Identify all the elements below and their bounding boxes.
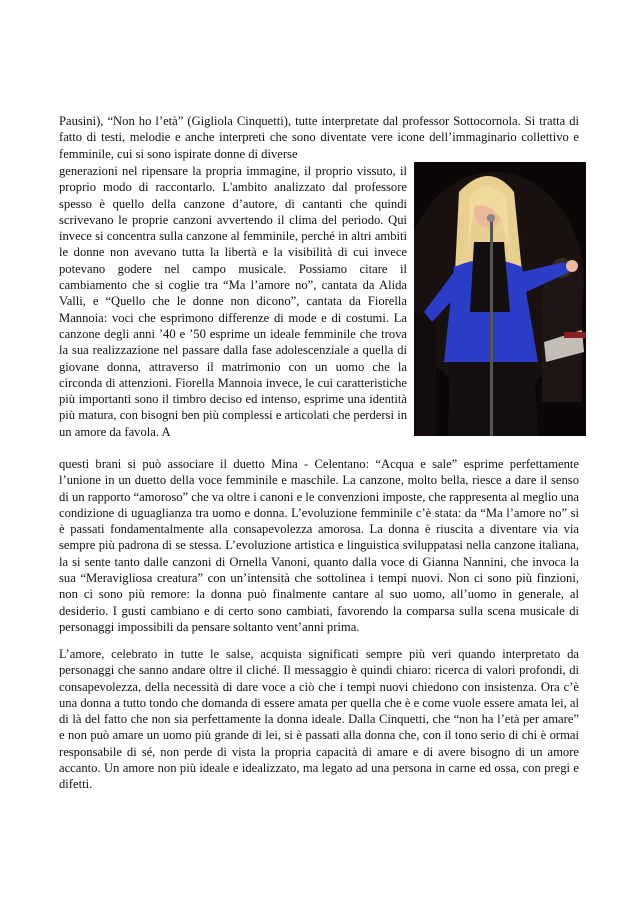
singer-photo-drawing [414, 162, 586, 436]
paragraph-duet: questi brani si può associare il duetto Mina - Celentano: “Acqua e sale” esprime perfettamente l’unione in un duetto della voce femminile e maschile. La canzone, molto bella, riesce a dare il senso di un rapporto “amoroso” che va oltre i canoni e le convenzioni imposte, che rappresenta al meglio una condizione di uguaglianza tra uomo e donna. L’evoluzione femminile c’è stata: da “Ma l’amore no” si è passati fondamentalmente alla consapevolezza amorosa. La donna è riuscita a diventare via via sempre più padrona di se stessa. L’evoluzione artistica e linguistica sviluppatasi nella canzone italiana, la si sente tanto dalle canzoni di Ornella Vanoni, quanto dalla voce di Gianna Nannini, che invoca la sua “Meravigliosa creatura” con un’intensità che sottolinea i tempi nuovi. Non ci sono più finzioni, non ci sono più remore: la donna può finalmente cantare al suo uomo, all’uomo in generale, al desiderio. I gusti cambiano e di certo sono cambiati, favorendo la comparsa sulla scena musicale di personaggi impossibili da pensare soltanto vent’anni prima. [59, 457, 579, 634]
paragraph-intro: Pausini), “Non ho l’età” (Gigliola Cinquetti), tutte interpretate dal professor Sottocornola. Si tratta di fatto di testi, melodie e anche interpreti che sono diventate vere icone dell’immaginario collettivo e femminile, cui si sono ispirate donne di diverse [59, 114, 579, 161]
paragraph-love: L’amore, celebrato in tutte le salse, acquista significati sempre più veri quando interpretato da personaggi che sanno andare oltre il cliché. Il messaggio è quindi chiaro: ricerca di valori profondi, di consapevolezza, della necessità di dare voce a ciò che i tempi nuovi chiedono con insistenza. Ora c’è una donna a tutto tondo che domanda di essere amata per quella che è e come vuole essere amata lei, al di là del fatto che non sia perfettamente la donna ideale. Dalla Cinquetti, che “non ha l’età per amare” e non può amare un uomo più grande di lei, si è passati alla donna che, con il tono serio di chi è ormai responsabile di sé, non perde di vista la propria capacità di amare e di avere bisogno di un amore accanto. Un amore non più ideale e idealizzato, ma legato ad una persona in carne ed ossa, con pregi e difetti. [59, 647, 579, 792]
paragraph-wrap-photo: generazioni nel ripensare la propria immagine, il proprio vissuto, il proprio modo di raccontarlo. L'ambito analizzato dal professore spesso è quello della canzone d’autore, di cantanti che quindi scrivevano le proprie canzoni avvertendo il clima del periodo. Qui invece si concentra sulla canzone al femminile, perché in altri ambiti le donne non avevano tutta la libertà e la visibilità di cui invece potevano godere nel campo musicale. Possiamo citare il cambiamento che si coglie tra “Ma l’amore no”, cantata da Alida Valli, e “Quello che le donne non dicono”, cantata da Fiorella Mannoia: voci che esprimono differenze di mode e di costumi. La canzone degli anni ’40 e ’50 esprime un ideale femminile che trova la sua realizzazione nel passare dalla fase adolescenziale a quella di giovane donna, attraverso il matrimonio con un uomo che la circonda di attenzioni. Fiorella Mannoia invece, le cui caratteristiche più importanti sono il timbro deciso ed intenso, esprime una identità più matura, con bisogni ben più complessi e articolati che perdersi in un amore da favola. A [59, 164, 407, 439]
singer-photo [414, 162, 586, 436]
